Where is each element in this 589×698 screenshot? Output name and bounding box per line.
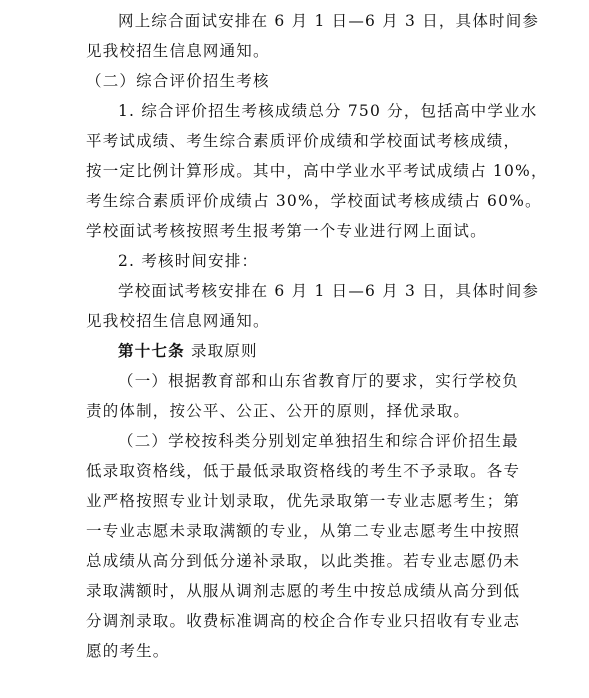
- text-line: 总成绩从高分到低分递补录取，以此类推。若专业志愿仍未: [86, 552, 521, 570]
- text-line: 见我校招生信息网通知。: [86, 312, 270, 330]
- text-line: 业严格按照专业计划录取，优先录取第一专业志愿考生；第: [86, 492, 521, 510]
- text-line: 一专业志愿未录取满额的专业，从第二专业志愿考生中按照: [86, 522, 521, 540]
- text-line: 2. 考核时间安排：: [118, 252, 259, 270]
- text-line: 分调剂录取。收费标准调高的校企合作专业只招收有专业志: [86, 612, 521, 630]
- text-line: （二）学校按科类分别划定单独招生和综合评价招生最: [118, 432, 519, 450]
- text-line: 学校面试考核安排在 6 月 1 日—6 月 3 日，具体时间参: [118, 282, 540, 300]
- text-line: 按一定比例计算形成。其中，高中学业水平考试成绩占 10%，: [86, 162, 548, 180]
- text-line: 平考试成绩、考生综合素质评价成绩和学校面试考核成绩，: [86, 132, 521, 150]
- article-heading: [118, 336, 258, 366]
- text-line: 1. 综合评价招生考核成绩总分 750 分，包括高中学业水: [118, 102, 538, 120]
- article-number: 第十七条: [118, 341, 185, 360]
- text-line: 学校面试考核按照考生报考第一个专业进行网上面试。: [86, 222, 487, 240]
- text-line: （一）根据教育部和山东省教育厅的要求，实行学校负: [118, 372, 519, 390]
- text-line: 低录取资格线，低于最低录取资格线的考生不予录取。各专: [86, 462, 521, 480]
- text-line: 录取满额时，从服从调剂志愿的考生中按总成绩从高分到低: [86, 582, 521, 600]
- text-line: 责的体制，按公平、公正、公开的原则，择优录取。: [86, 402, 471, 420]
- text-line: 网上综合面试安排在 6 月 1 日—6 月 3 日，具体时间参: [118, 12, 540, 30]
- text-line: 愿的考生。: [86, 642, 170, 660]
- article-title: 录取原则: [184, 342, 258, 360]
- text-line: 见我校招生信息网通知。: [86, 42, 270, 60]
- text-line: 考生综合素质评价成绩占 30%，学校面试考核成绩占 60%。: [86, 192, 542, 210]
- section-heading: （二）综合评价招生考核: [86, 72, 270, 90]
